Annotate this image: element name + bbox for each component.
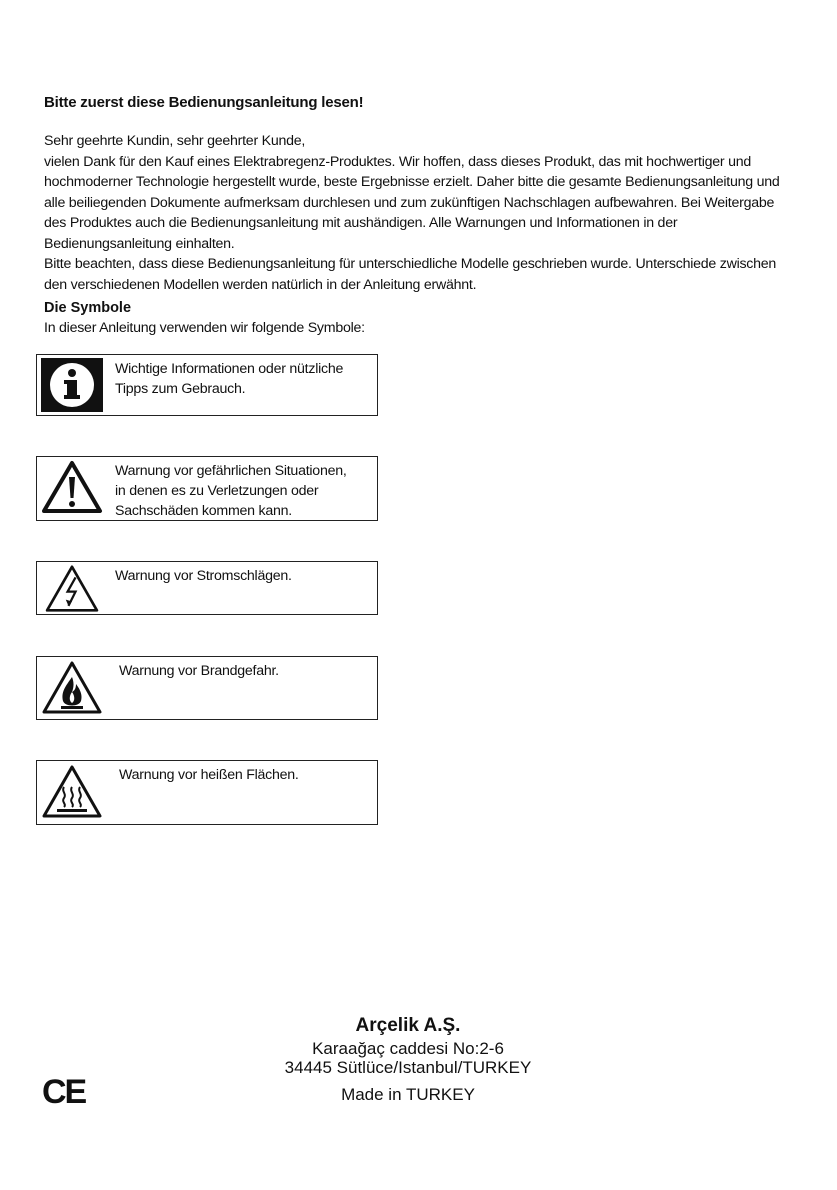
intro-text — [44, 131, 796, 295]
symbol-electric-box — [36, 561, 378, 615]
symbol-electric-text: Warnung vor Stromschlägen. — [115, 568, 292, 584]
symbol-fire-box — [36, 656, 378, 720]
symbol-warning-text: Warnung vor gefährlichen Situationen, in denen es zu Verletzungen oder Sachschäden kommen kann. — [115, 463, 347, 519]
symbol-info-text: Wichtige Informationen oder nützliche Tipps zum Gebrauch. — [115, 361, 344, 397]
symbol-warning-box — [36, 456, 378, 521]
greeting-paragraph: Sehr geehrte Kundin, sehr geehrter Kunde, — [44, 133, 306, 149]
page-heading: Bitte zuerst diese Bedienungsanleitung lesen! — [44, 94, 364, 111]
symbol-fire-text: Warnung vor Brandgefahr. — [119, 663, 279, 679]
warning-icon — [41, 460, 103, 514]
symbols-heading: Die Symbole — [44, 300, 132, 316]
ce-mark-logo: CE — [42, 1073, 86, 1111]
hot-surface-icon — [41, 765, 103, 819]
thanks-paragraph: vielen Dank für den Kauf eines Elektrabregenz-Produktes. Wir hoffen, dass dieses Produkt, das mit hochwertiger und hochmoderner Technologie hergestellt wurde, beste Ergebnisse erzielt. Daher bitte die gesamte Bedienungsanleitung und alle beiliegenden Dokumente aufmerksam durchlesen und zum zukünftigen Nachschlagen aufbewahren. Bei Weitergabe des Produktes auch die Bedienungsanleitung mit aushändigen. Alle Warnungen und Informationen in der Bedienungsanleitung einhalten. — [44, 153, 780, 252]
electric-shock-icon — [41, 565, 103, 613]
symbols-intro: In dieser Anleitung verwenden wir folgende Symbole: — [44, 320, 365, 336]
models-note-paragraph: Bitte beachten, dass diese Bedienungsanleitung für unterschiedliche Modelle geschrieben wurde. Unterschiede zwischen den verschiedenen Modellen werden natürlich in der Anleitung erwähnt. — [44, 256, 777, 293]
company-street: Karaağaç caddesi No:2-6 — [312, 1039, 504, 1058]
symbol-hot-surface-text: Warnung vor heißen Flächen. — [119, 767, 299, 783]
company-name: Arçelik A.Ş. — [355, 1015, 461, 1036]
info-icon — [41, 358, 103, 412]
symbol-hot-surface-box — [36, 760, 378, 825]
symbol-info-box — [36, 354, 378, 416]
made-in-label: Made in TURKEY — [341, 1085, 475, 1104]
fire-hazard-icon — [41, 661, 103, 715]
company-city: 34445 Sütlüce/Istanbul/TURKEY — [284, 1058, 532, 1077]
